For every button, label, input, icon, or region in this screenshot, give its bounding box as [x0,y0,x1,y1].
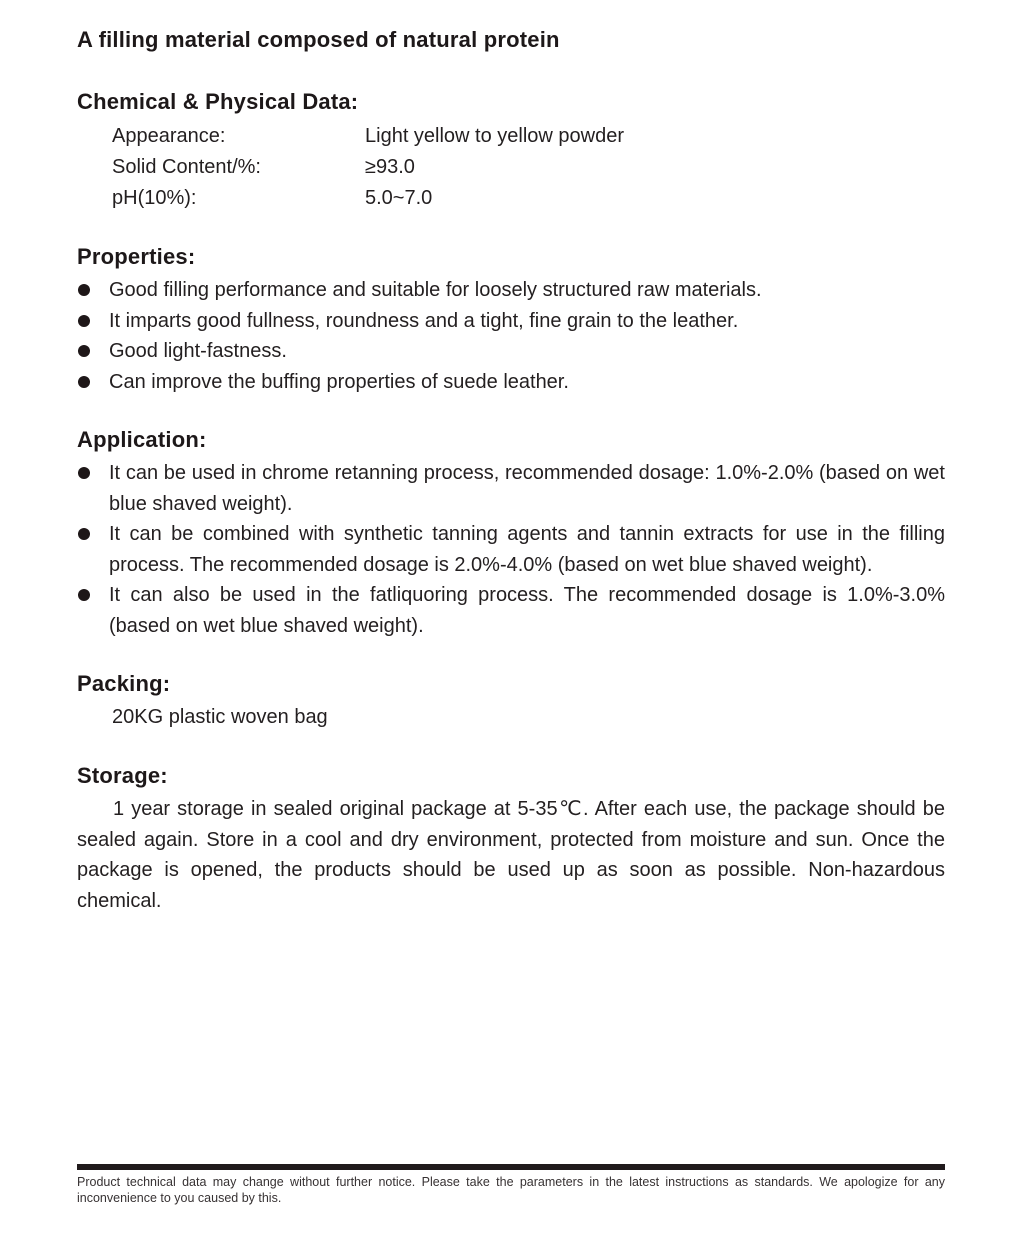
chemical-data-table [77,121,945,214]
list-item-text: Can improve the buffing properties of suede leather. [109,370,569,393]
table-row [112,152,945,183]
list-item [77,275,945,306]
bullet-icon [78,467,90,479]
table-row [112,121,945,152]
chem-row-label: pH(10%): [112,187,197,209]
page-title: A filling material composed of natural protein [77,27,560,52]
list-item-text: It can also be used in the fatliquoring process. The recommended dosage is 1.0%-3.0% (based on wet blue shaved weight). [109,584,945,637]
application-list [77,458,945,641]
list-item-text: It can be combined with synthetic tanning agents and tannin extracts for use in the filling process. The recommended dosage is 2.0%-4.0% (based on wet blue shaved weight). [109,523,945,576]
chem-row-value: Light yellow to yellow powder [365,125,625,147]
list-item-text: It can be used in chrome retanning process, recommended dosage: 1.0%-2.0% (based on wet blue shaved weight). [109,462,945,515]
list-item-text: Good light-fastness. [109,340,287,362]
list-item [77,458,945,519]
section-heading-chemical: Chemical & Physical Data: [77,89,359,114]
footer-disclaimer: Product technical data may change without further notice. Please take the parameters in the latest instructions as standards. We apologize for any inconvenience to you caused by this. [77,1175,945,1205]
bullet-icon [78,528,90,540]
chem-row-label: Solid Content/%: [112,156,261,178]
properties-list [77,275,945,397]
section-heading-packing: Packing: [77,671,171,696]
bullet-icon [78,589,90,601]
storage-body: 1 year storage in sealed original package at 5-35℃. After each use, the package should be sealed again. Store in a cool and dry environment, protected from moisture and sun. Once the package is opened, the products should be used up as soon as possible. Non-hazardous chemical. [77,798,945,912]
chem-row-value: 5.0~7.0 [365,187,433,209]
page-footer [77,1164,945,1219]
list-item [77,336,945,367]
bullet-icon [78,376,90,388]
bullet-icon [78,345,90,357]
bullet-icon [78,315,90,327]
section-heading-properties: Properties: [77,244,196,269]
list-item [77,580,945,641]
list-item-text: Good filling performance and suitable for loosely structured raw materials. [109,279,762,301]
bullet-icon [78,284,90,296]
list-item [77,367,945,398]
packing-body: 20KG plastic woven bag [112,706,328,728]
section-heading-application: Application: [77,427,207,452]
list-item [77,306,945,337]
section-heading-storage: Storage: [77,763,168,788]
chem-row-label: Appearance: [112,125,226,147]
footer-divider [77,1164,945,1170]
chem-row-value: ≥93.0 [365,156,415,178]
list-item [77,519,945,580]
table-row [112,183,945,214]
list-item-text: It imparts good fullness, roundness and a tight, fine grain to the leather. [109,309,739,332]
